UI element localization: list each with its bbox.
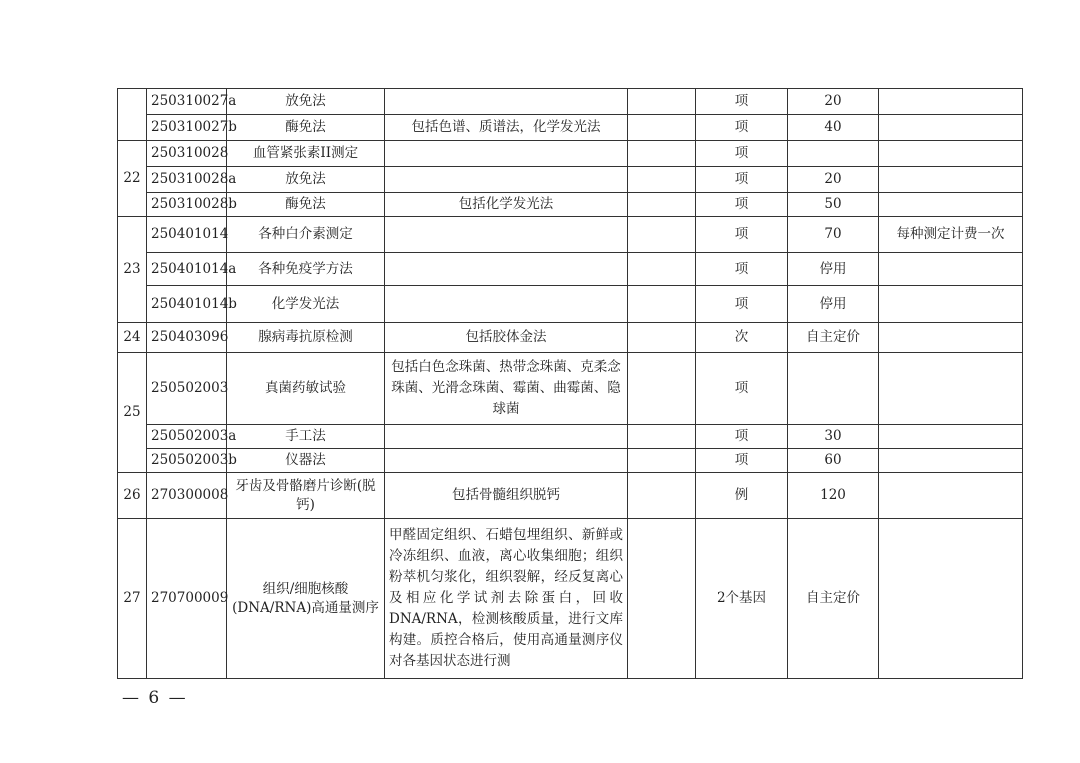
item-description — [385, 141, 628, 167]
item-description — [385, 425, 628, 449]
item-unit: 项 — [696, 167, 788, 193]
seq-cell — [118, 89, 147, 141]
item-code: 270300008 — [147, 473, 227, 519]
table-row — [118, 217, 1023, 253]
item-code: 250401014 — [147, 217, 227, 253]
item-name: 牙齿及骨骼磨片诊断(脱钙) — [227, 473, 385, 519]
exclusion-cell — [628, 167, 696, 193]
item-price — [788, 141, 879, 167]
item-note — [879, 253, 1023, 286]
item-description — [385, 89, 628, 115]
item-name: 化学发光法 — [227, 286, 385, 323]
item-description: 包括白色念珠菌、热带念珠菌、克柔念珠菌、光滑念珠菌、霉菌、曲霉菌、隐球菌 — [385, 353, 628, 425]
item-unit: 次 — [696, 323, 788, 353]
item-price: 20 — [788, 167, 879, 193]
item-code: 250401014b — [147, 286, 227, 323]
item-description: 包括化学发光法 — [385, 193, 628, 217]
item-code: 250310027b — [147, 115, 227, 141]
item-unit: 项 — [696, 449, 788, 473]
item-note — [879, 323, 1023, 353]
item-code: 250502003 — [147, 353, 227, 425]
seq-number: 22 — [118, 141, 147, 217]
item-description: 包括胶体金法 — [385, 323, 628, 353]
item-unit: 项 — [696, 286, 788, 323]
table-row — [118, 89, 1023, 115]
item-price — [788, 353, 879, 425]
item-description — [385, 217, 628, 253]
item-note — [879, 167, 1023, 193]
exclusion-cell — [628, 217, 696, 253]
exclusion-cell — [628, 89, 696, 115]
seq-number: 26 — [118, 473, 147, 519]
table-row — [118, 449, 1023, 473]
table-row — [118, 141, 1023, 167]
item-note — [879, 193, 1023, 217]
item-description — [385, 449, 628, 473]
item-note — [879, 141, 1023, 167]
item-code: 250310028 — [147, 141, 227, 167]
item-code: 250502003b — [147, 449, 227, 473]
item-code: 250310028b — [147, 193, 227, 217]
item-description: 甲醛固定组织、石蜡包埋组织、新鲜或冷冻组织、血液，离心收集细胞；组织粉萃机匀浆化，组织裂解，经反复离心及相应化学试剂去除蛋白，回收DNA/RNA，检测核酸质量，进行文库构建。质控合格后，使用高通量测序仪对各基因状态进行测 — [385, 519, 628, 679]
item-note — [879, 353, 1023, 425]
exclusion-cell — [628, 323, 696, 353]
item-name: 组织/细胞核酸(DNA/RNA)高通量测序 — [227, 519, 385, 679]
item-price: 50 — [788, 193, 879, 217]
item-unit: 2个基因 — [696, 519, 788, 679]
item-price: 20 — [788, 89, 879, 115]
item-name: 放免法 — [227, 167, 385, 193]
price-table — [117, 88, 1023, 679]
item-price: 停用 — [788, 286, 879, 323]
item-price: 停用 — [788, 253, 879, 286]
seq-number: 24 — [118, 323, 147, 353]
item-description — [385, 253, 628, 286]
exclusion-cell — [628, 519, 696, 679]
item-price: 40 — [788, 115, 879, 141]
item-unit: 项 — [696, 89, 788, 115]
item-description: 包括骨髓组织脱钙 — [385, 473, 628, 519]
item-name: 各种免疫学方法 — [227, 253, 385, 286]
item-price: 自主定价 — [788, 519, 879, 679]
item-name: 真菌药敏试验 — [227, 353, 385, 425]
table-row — [118, 473, 1023, 519]
table-row — [118, 519, 1023, 679]
exclusion-cell — [628, 115, 696, 141]
seq-number: 23 — [118, 217, 147, 323]
table-row — [118, 353, 1023, 425]
item-name: 酶免法 — [227, 115, 385, 141]
item-unit: 项 — [696, 217, 788, 253]
item-name: 酶免法 — [227, 193, 385, 217]
item-unit: 项 — [696, 115, 788, 141]
table-row — [118, 286, 1023, 323]
item-code: 250502003a — [147, 425, 227, 449]
table-row — [118, 115, 1023, 141]
item-code: 250401014a — [147, 253, 227, 286]
item-note — [879, 519, 1023, 679]
item-note: 每种测定计费一次 — [879, 217, 1023, 253]
table-row — [118, 167, 1023, 193]
exclusion-cell — [628, 286, 696, 323]
exclusion-cell — [628, 193, 696, 217]
table-row — [118, 425, 1023, 449]
item-note — [879, 449, 1023, 473]
exclusion-cell — [628, 473, 696, 519]
item-unit: 项 — [696, 141, 788, 167]
item-price: 60 — [788, 449, 879, 473]
exclusion-cell — [628, 425, 696, 449]
exclusion-cell — [628, 353, 696, 425]
table-row — [118, 193, 1023, 217]
seq-number: 25 — [118, 353, 147, 473]
item-unit: 项 — [696, 425, 788, 449]
item-name: 腺病毒抗原检测 — [227, 323, 385, 353]
item-name: 手工法 — [227, 425, 385, 449]
item-note — [879, 286, 1023, 323]
item-price: 70 — [788, 217, 879, 253]
seq-number: 27 — [118, 519, 147, 679]
item-note — [879, 89, 1023, 115]
table-row — [118, 323, 1023, 353]
item-note — [879, 473, 1023, 519]
item-unit: 项 — [696, 353, 788, 425]
item-price: 自主定价 — [788, 323, 879, 353]
item-description: 包括色谱、质谱法，化学发光法 — [385, 115, 628, 141]
item-code: 270700009 — [147, 519, 227, 679]
table-row — [118, 253, 1023, 286]
item-name: 血管紧张素II测定 — [227, 141, 385, 167]
item-name: 放免法 — [227, 89, 385, 115]
item-note — [879, 115, 1023, 141]
item-description — [385, 286, 628, 323]
item-code: 250310027a — [147, 89, 227, 115]
page-number: — 6 — — [122, 688, 188, 708]
item-description — [385, 167, 628, 193]
item-unit: 项 — [696, 253, 788, 286]
item-code: 250310028a — [147, 167, 227, 193]
item-note — [879, 425, 1023, 449]
item-code: 250403096 — [147, 323, 227, 353]
item-name: 各种白介素测定 — [227, 217, 385, 253]
item-unit: 例 — [696, 473, 788, 519]
item-unit: 项 — [696, 193, 788, 217]
item-price: 120 — [788, 473, 879, 519]
exclusion-cell — [628, 253, 696, 286]
exclusion-cell — [628, 141, 696, 167]
item-price: 30 — [788, 425, 879, 449]
exclusion-cell — [628, 449, 696, 473]
item-name: 仪器法 — [227, 449, 385, 473]
